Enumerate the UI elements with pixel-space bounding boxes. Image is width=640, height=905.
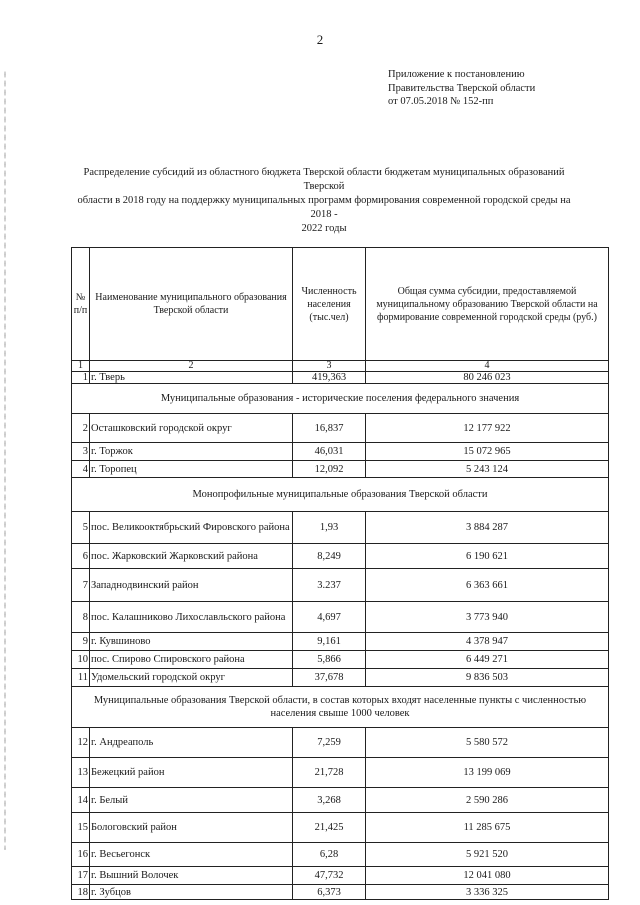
section-title: Муниципальные образования Тверской области, в состав которых входят населенные пункты с численностью населения свыше 1000 человек: [72, 687, 609, 728]
subsidy-sum-cell: 15 072 965: [366, 443, 609, 461]
section-row: [72, 478, 609, 512]
subsidy-sum-cell: 5 243 124: [366, 461, 609, 478]
subsidy-sum-cell: 13 199 069: [366, 758, 609, 788]
table-row: [72, 651, 609, 669]
page-number: 2: [316, 32, 324, 47]
subsidy-table: [71, 247, 609, 900]
subsidy-sum-cell: 2 590 286: [366, 788, 609, 813]
header-population: Численность населения (тыс.чел): [293, 248, 366, 361]
header-number: № п/п: [72, 248, 90, 361]
row-number: 9: [72, 633, 90, 651]
row-number: 6: [72, 544, 90, 569]
table-row: [72, 728, 609, 758]
population-cell: 5,866: [293, 651, 366, 669]
population-cell: 1,93: [293, 512, 366, 544]
subsidy-sum-cell: 12 041 080: [366, 867, 609, 885]
population-cell: 419,363: [293, 372, 366, 384]
row-number: 15: [72, 813, 90, 843]
subsidy-sum-cell: 5 921 520: [366, 843, 609, 867]
population-cell: 3,268: [293, 788, 366, 813]
subsidy-sum-cell: 6 190 621: [366, 544, 609, 569]
subsidy-sum-cell: 5 580 572: [366, 728, 609, 758]
row-number: 1: [72, 372, 90, 384]
subsidy-sum-cell: 3 884 287: [366, 512, 609, 544]
table-row: [72, 372, 609, 384]
column-number-row: [72, 361, 609, 372]
table-row: [72, 885, 609, 900]
municipality-name: г. Зубцов: [90, 885, 293, 900]
population-cell: 6,373: [293, 885, 366, 900]
row-number: 5: [72, 512, 90, 544]
row-number: 12: [72, 728, 90, 758]
population-cell: 16,837: [293, 414, 366, 443]
row-number: 7: [72, 569, 90, 602]
title-line: Распределение субсидий из областного бюджета Тверской области бюджетам муниципальных образований Тверской: [83, 167, 565, 192]
subsidy-sum-cell: 6 449 271: [366, 651, 609, 669]
table-row: [72, 461, 609, 478]
header-name: Наименование муниципального образования Тверской области: [90, 248, 293, 361]
population-cell: 6,28: [293, 843, 366, 867]
section-row: [72, 384, 609, 414]
scan-margin-marks: [4, 70, 6, 850]
table-row: [72, 512, 609, 544]
row-number: 8: [72, 602, 90, 633]
population-cell: 21,728: [293, 758, 366, 788]
row-number: 16: [72, 843, 90, 867]
population-cell: 37,678: [293, 669, 366, 687]
population-cell: 9,161: [293, 633, 366, 651]
section-title: Муниципальные образования - исторические поселения федерального значения: [72, 384, 609, 414]
row-number: 10: [72, 651, 90, 669]
municipality-name: Западнодвинский район: [90, 569, 293, 602]
document-title: [66, 166, 582, 236]
municipality-name: Бологовский район: [90, 813, 293, 843]
table-row: [72, 443, 609, 461]
population-cell: 8,249: [293, 544, 366, 569]
municipality-name: г. Тверь: [90, 372, 293, 384]
title-line: 2022 годы: [301, 223, 347, 234]
table-row: [72, 569, 609, 602]
title-line: области в 2018 году на поддержку муниципальных программ формирования современной городской среды на 2018 -: [77, 195, 571, 220]
municipality-name: Бежецкий район: [90, 758, 293, 788]
section-row: [72, 687, 609, 728]
column-number: 4: [366, 361, 609, 372]
subsidy-sum-cell: 12 177 922: [366, 414, 609, 443]
subsidy-sum-cell: 80 246 023: [366, 372, 609, 384]
table-row: [72, 602, 609, 633]
appendix-line: от 07.05.2018 № 152-пп: [388, 96, 494, 107]
row-number: 13: [72, 758, 90, 788]
subsidy-sum-cell: 4 378 947: [366, 633, 609, 651]
appendix-line: Правительства Тверской области: [388, 82, 536, 94]
row-number: 2: [72, 414, 90, 443]
row-number: 3: [72, 443, 90, 461]
table-body: [72, 372, 609, 900]
municipality-name: пос. Спирово Спировского района: [90, 651, 293, 669]
appendix-note: [388, 68, 535, 109]
municipality-name: Осташковский городской округ: [90, 414, 293, 443]
population-cell: 46,031: [293, 443, 366, 461]
subsidy-sum-cell: 3 336 325: [366, 885, 609, 900]
table-row: [72, 843, 609, 867]
table-header-row: [72, 248, 609, 361]
row-number: 4: [72, 461, 90, 478]
subsidy-sum-cell: 9 836 503: [366, 669, 609, 687]
municipality-name: пос. Великооктябрьский Фировского района: [90, 512, 293, 544]
municipality-name: г. Торжок: [90, 443, 293, 461]
subsidy-sum-cell: 6 363 661: [366, 569, 609, 602]
table-row: [72, 813, 609, 843]
population-cell: 21,425: [293, 813, 366, 843]
row-number: 17: [72, 867, 90, 885]
municipality-name: пос. Жарковский Жарковский района: [90, 544, 293, 569]
table-row: [72, 758, 609, 788]
row-number: 11: [72, 669, 90, 687]
population-cell: 3.237: [293, 569, 366, 602]
section-title: Монопрофильные муниципальные образования Тверской области: [72, 478, 609, 512]
municipality-name: г. Торопец: [90, 461, 293, 478]
column-number: 2: [90, 361, 293, 372]
municipality-name: г. Весьегонск: [90, 843, 293, 867]
municipality-name: г. Кувшиново: [90, 633, 293, 651]
table-row: [72, 867, 609, 885]
table-row: [72, 788, 609, 813]
appendix-line: Приложение к постановлению: [388, 69, 525, 80]
subsidy-sum-cell: 3 773 940: [366, 602, 609, 633]
municipality-name: Удомельский городской округ: [90, 669, 293, 687]
municipality-name: г. Белый: [90, 788, 293, 813]
column-number: 1: [72, 361, 90, 372]
subsidy-sum-cell: 11 285 675: [366, 813, 609, 843]
table-row: [72, 669, 609, 687]
population-cell: 12,092: [293, 461, 366, 478]
population-cell: 4,697: [293, 602, 366, 633]
column-number: 3: [293, 361, 366, 372]
row-number: 14: [72, 788, 90, 813]
population-cell: 7,259: [293, 728, 366, 758]
population-cell: 47,732: [293, 867, 366, 885]
table-row: [72, 544, 609, 569]
municipality-name: г. Вышний Волочек: [90, 867, 293, 885]
header-sum: Общая сумма субсидии, предоставляемой муниципальному образованию Тверской области на формирование современной городской среды (руб.): [366, 248, 609, 361]
table-row: [72, 633, 609, 651]
municipality-name: г. Андреаполь: [90, 728, 293, 758]
municipality-name: пос. Калашниково Лихославльского района: [90, 602, 293, 633]
table-row: [72, 414, 609, 443]
row-number: 18: [72, 885, 90, 900]
